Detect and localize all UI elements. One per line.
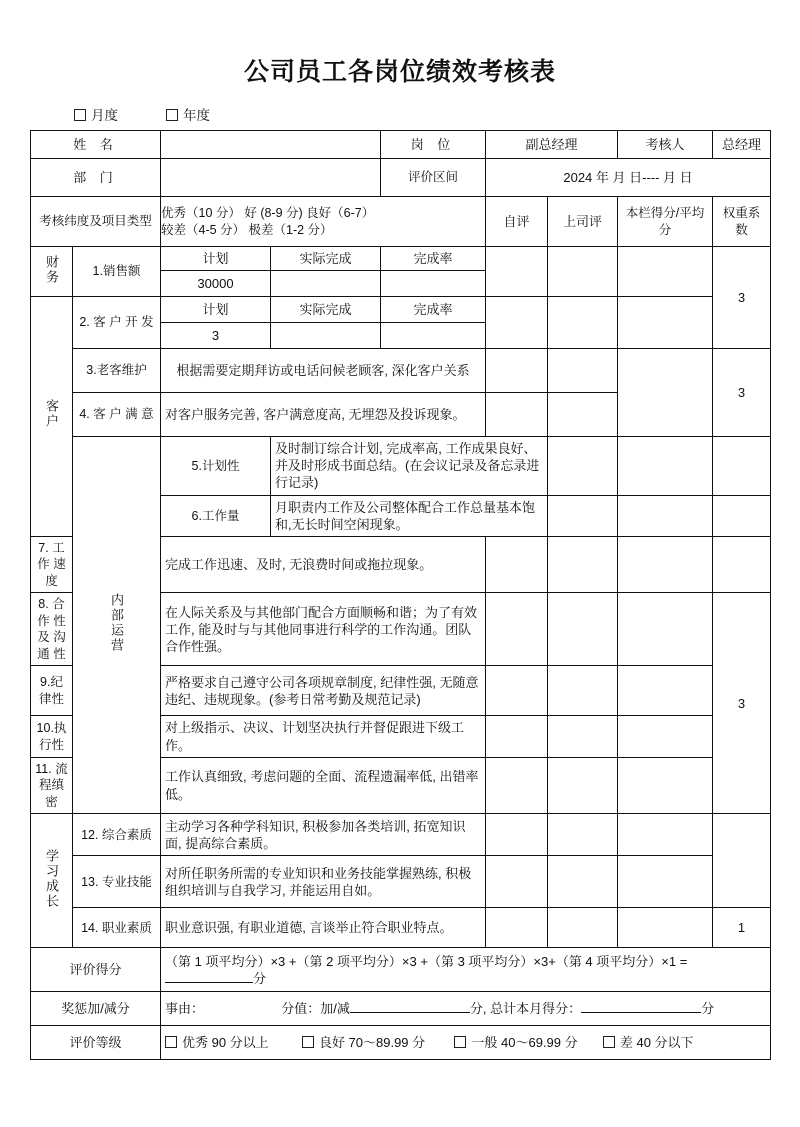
item-14-self-eval[interactable] (486, 908, 548, 948)
item-11-boss-eval[interactable] (548, 757, 618, 814)
item-8-no: 8. 合 作 性 及 沟 通 性 (31, 593, 73, 666)
customer-column-score[interactable] (618, 349, 713, 437)
table-row-item-5 (31, 437, 771, 495)
range-value[interactable]: 2024 年 月 日---- 月 日 (486, 159, 771, 197)
weight-internal: 3 (713, 593, 771, 814)
item-1-actual-value[interactable] (271, 271, 381, 297)
item-2-subheader-rate: 完成率 (381, 297, 486, 323)
item-5-self-eval[interactable] (548, 437, 618, 495)
grade-option-good[interactable] (302, 1035, 425, 1050)
grade-option-excellent[interactable] (165, 1035, 269, 1050)
section-label-finance (31, 247, 73, 297)
grade-option-average-label: 一般 40～69.99 分 (471, 1035, 578, 1051)
item-9-boss-eval[interactable] (548, 666, 618, 716)
grade-option-excellent-label: 优秀 90 分以上 (182, 1035, 269, 1051)
score-formula-text: （第 1 项平均分）×3 +（第 2 项平均分）×3 +（第 3 项平均分）×3+（第 4 项平均分）×1 = (165, 953, 688, 969)
checkbox-icon[interactable] (166, 109, 178, 121)
boss-eval-header: 上司评 (548, 197, 618, 247)
item-1-no: 1.销售额 (73, 247, 161, 297)
scale-legend (161, 197, 486, 247)
item-2-no: 2. 客 户 开 发 (73, 297, 161, 349)
item-9-desc: 严格要求自己遵守公司各项规章制度, 纪律性强, 无随意违纪、违规现象。(参考日常考勤及规范记录) (161, 666, 486, 716)
checkbox-icon[interactable] (302, 1036, 314, 1048)
item-13-boss-eval[interactable] (548, 856, 618, 908)
period-option-yearly-label: 年度 (183, 108, 210, 123)
item-13-no: 13. 专业技能 (73, 856, 161, 908)
item-1-column-score[interactable] (618, 247, 713, 297)
section-label-learning-text: 学习成长 (44, 848, 59, 909)
item-11-desc: 工作认真细致, 考虑问题的全面、流程遗漏率低, 出错率低。 (161, 757, 486, 814)
item-14-column-score[interactable] (618, 908, 713, 948)
self-eval-header: 自评 (486, 197, 548, 247)
table-row-item-1-sub-header (31, 247, 771, 271)
item-13-self-eval[interactable] (486, 856, 548, 908)
grade-option-good-label: 良好 70～89.99 分 (318, 1035, 426, 1051)
name-label: 姓 名 (31, 131, 161, 159)
section-label-finance-text: 财务 (44, 254, 59, 285)
item-14-desc: 职业意识强, 有职业道德, 言谈举止符合职业特点。 (161, 908, 486, 948)
item-9-self-eval[interactable] (486, 666, 548, 716)
item-4-desc: 对客户服务完善, 客户满意度高, 无埋怨及投诉现象。 (161, 393, 486, 437)
checkbox-icon[interactable] (454, 1036, 466, 1048)
item-4-self-eval[interactable] (486, 393, 548, 437)
grade-option-poor[interactable] (603, 1035, 694, 1050)
item-1-boss-eval[interactable] (548, 247, 618, 297)
item-6-desc: 月职责内工作及公司整体配合工作总量基本饱和,无长时间空闲现象。 (271, 495, 548, 536)
range-label: 评价区间 (381, 159, 486, 197)
item-13-column-score[interactable] (618, 856, 713, 908)
table-row-header-name (31, 131, 771, 159)
score-label: 评价得分 (31, 948, 161, 992)
score-formula-unit: 分 (253, 970, 267, 986)
grade-label: 评价等级 (31, 1026, 161, 1060)
section-label-internal (73, 437, 161, 814)
section-label-internal-text: 内部运营 (109, 593, 124, 654)
column-score-header: 本栏得分/平均分 (618, 197, 713, 247)
assessor-value[interactable]: 总经理 (713, 131, 771, 159)
bonus-value-label: 分值：加/减 (281, 1001, 350, 1017)
item-5-boss-eval[interactable] (618, 437, 713, 495)
weight-customer: 3 (713, 349, 771, 437)
post-value[interactable]: 副总经理 (486, 131, 618, 159)
dept-value[interactable] (161, 159, 381, 197)
item-8-boss-eval[interactable] (548, 593, 618, 666)
item-6-self-eval[interactable] (548, 495, 618, 536)
item-12-boss-eval[interactable] (548, 814, 618, 856)
item-2-boss-eval[interactable] (548, 297, 618, 349)
item-13-desc: 对所任职务所需的专业知识和业务技能掌握熟练, 积极组织培训与自我学习, 并能运用自如。 (161, 856, 486, 908)
item-7-self-eval[interactable] (486, 536, 548, 593)
item-1-rate-value[interactable] (381, 271, 486, 297)
item-10-boss-eval[interactable] (548, 716, 618, 757)
item-3-self-eval[interactable] (486, 349, 548, 393)
item-2-column-score[interactable] (618, 297, 713, 349)
table-row-grade (31, 1026, 771, 1060)
bonus-content (161, 992, 771, 1026)
score-formula (161, 948, 771, 992)
item-8-desc: 在人际关系及与其他部门配合方面顺畅和谐；为了有效工作, 能及时与与其他同事进行科学的工作沟通。团队合作性强。 (161, 593, 486, 666)
bonus-label: 奖惩加/减分 (31, 992, 161, 1026)
grade-option-poor-label: 差 40 分以下 (619, 1035, 694, 1051)
item-7-column-score[interactable] (618, 536, 713, 593)
item-12-self-eval[interactable] (486, 814, 548, 856)
name-value[interactable] (161, 131, 381, 159)
grade-options (161, 1026, 771, 1060)
table-row-item-12 (31, 814, 771, 856)
item-7-desc: 完成工作迅速、及时, 无浪费时间或拖拉现象。 (161, 536, 486, 593)
section-label-customer (31, 297, 73, 537)
item-4-no: 4. 客 户 满 意 (73, 393, 161, 437)
item-2-rate-value[interactable] (381, 323, 486, 349)
item-3-desc: 根据需要定期拜访或电话问候老顾客, 深化客户关系 (161, 349, 486, 393)
item-1-subheader-plan: 计划 (161, 247, 271, 271)
main-table (30, 130, 771, 1060)
item-7-no: 7. 工 作 速 度 (31, 536, 73, 593)
checkbox-icon[interactable] (165, 1036, 177, 1048)
item-1-subheader-actual: 实际完成 (271, 247, 381, 271)
item-9-column-score[interactable] (618, 666, 713, 716)
item-6-boss-eval[interactable] (618, 495, 713, 536)
item-10-self-eval[interactable] (486, 716, 548, 757)
weight-learning: 1 (713, 908, 771, 948)
item-6-no: 6.工作量 (161, 495, 271, 536)
section-label-learning (31, 814, 73, 948)
page-title: 公司员工各岗位绩效考核表 (243, 58, 556, 86)
bonus-value-input[interactable] (350, 1012, 470, 1013)
assessor-label: 考核人 (618, 131, 713, 159)
dept-label: 部 门 (31, 159, 161, 197)
grade-option-average[interactable] (454, 1035, 577, 1050)
bonus-reason-label: 事由： (165, 1001, 205, 1017)
table-row-item-2-sub-header (31, 297, 771, 323)
item-12-desc: 主动学习各种学科知识, 积极参加各类培训, 拓宽知识面, 提高综合素质。 (161, 814, 486, 856)
checkbox-icon[interactable] (603, 1036, 615, 1048)
period-checkbox-row (74, 104, 770, 124)
item-6-column-score[interactable] (713, 495, 771, 536)
item-11-self-eval[interactable] (486, 757, 548, 814)
table-row-column-headers (31, 197, 771, 247)
bonus-total-input[interactable] (581, 1012, 701, 1013)
item-5-column-score[interactable] (713, 437, 771, 495)
item-11-no: 11. 流程缜密 (31, 757, 73, 814)
item-2-subheader-plan: 计划 (161, 297, 271, 323)
item-7-boss-eval[interactable] (548, 536, 618, 593)
item-10-desc: 对上级指示、决议、计划坚决执行并督促跟进下级工作。 (161, 716, 486, 757)
item-14-boss-eval[interactable] (548, 908, 618, 948)
checkbox-icon[interactable] (74, 109, 86, 121)
item-4-boss-eval[interactable] (548, 393, 618, 437)
scale-line-2: 较差（4-5 分） 极差（1-2 分） (161, 222, 333, 237)
period-option-yearly[interactable] (166, 104, 210, 124)
item-12-column-score[interactable] (618, 814, 713, 856)
bonus-value-unit: 分, 总计本月得分： (469, 1001, 582, 1017)
weight-header: 权重系数 (713, 197, 771, 247)
bonus-total-unit: 分 (701, 1001, 715, 1017)
period-option-monthly-label: 月度 (91, 108, 118, 123)
weight-finance: 3 (713, 247, 771, 349)
table-row-header-dept (31, 159, 771, 197)
item-1-self-eval[interactable] (486, 247, 548, 297)
item-2-self-eval[interactable] (486, 297, 548, 349)
learning-weight-top[interactable] (713, 814, 771, 908)
item-3-boss-eval[interactable] (548, 349, 618, 393)
item-14-no: 14. 职业素质 (73, 908, 161, 948)
item-12-no: 12. 综合素质 (73, 814, 161, 856)
table-row-item-13 (31, 856, 771, 908)
period-option-monthly[interactable] (74, 104, 118, 124)
item-1-plan-value[interactable]: 30000 (161, 271, 271, 297)
dimension-label: 考核纬度及项目类型 (31, 197, 161, 247)
score-formula-input[interactable] (165, 982, 253, 983)
scale-line-1: 优秀（10 分） 好 (8-9 分) 良好（6-7） (161, 206, 375, 220)
item-2-actual-value[interactable] (271, 323, 381, 349)
item-2-subheader-actual: 实际完成 (271, 297, 381, 323)
item-9-no: 9.纪律性 (31, 666, 73, 716)
table-row-bonus (31, 992, 771, 1026)
post-label: 岗 位 (381, 131, 486, 159)
item-1-subheader-rate: 完成率 (381, 247, 486, 271)
item-11-column-score[interactable] (618, 757, 713, 814)
item-5-desc: 及时制订综合计划, 完成率高, 工作成果良好、并及时形成书面总结。(在会议记录及备忘录进行记录) (271, 437, 548, 495)
table-row-total-score (31, 948, 771, 992)
section-label-customer-text: 客户 (44, 399, 59, 430)
table-row-item-14 (31, 908, 771, 948)
item-10-column-score[interactable] (618, 716, 713, 757)
item-2-plan-value[interactable]: 3 (161, 323, 271, 349)
table-row-item-3 (31, 349, 771, 393)
item-8-column-score[interactable] (618, 593, 713, 666)
item-3-no: 3.老客维护 (73, 349, 161, 393)
item-5-no: 5.计划性 (161, 437, 271, 495)
item-8-self-eval[interactable] (486, 593, 548, 666)
item-10-no: 10.执行性 (31, 716, 73, 757)
